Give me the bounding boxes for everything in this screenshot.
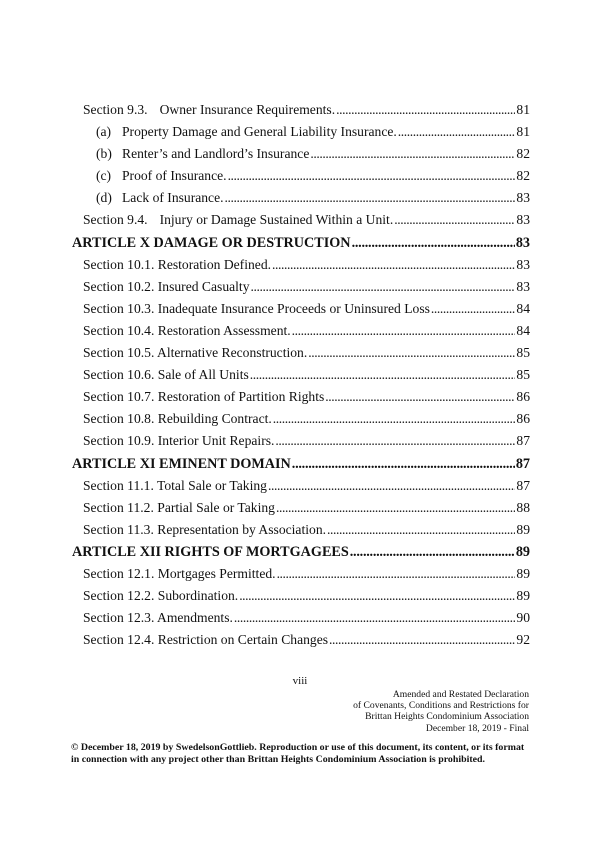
toc-entry-title: Injury or Damage Sustained Within a Unit. [159, 212, 394, 228]
toc-entry-title: Lack of Insurance. [122, 190, 224, 206]
toc-page-number: 82 [516, 168, 530, 184]
dot-leader [273, 408, 516, 430]
dot-leader [239, 585, 515, 607]
toc-page-number: 86 [516, 389, 530, 405]
toc-page-number: 89 [516, 588, 530, 604]
dot-leader [225, 187, 516, 209]
toc-page-number: 83 [516, 256, 530, 272]
dot-leader [329, 629, 515, 651]
toc-entry-title: Section 10.5. Alternative Reconstruction. [83, 345, 308, 361]
toc-subsection-entry[interactable] [72, 187, 530, 209]
toc-section-entry[interactable] [72, 607, 530, 629]
toc-entry-title: ARTICLE X DAMAGE OR DESTRUCTION [72, 234, 351, 251]
toc-page-number: 86 [516, 411, 530, 427]
copyright-notice: © December 18, 2019 by SwedelsonGottlieb. Reproduction or use of this document, its content, or its format in connection with any project other than Brittan Heights Condominium Association is prohibited. [71, 742, 525, 766]
dot-leader [268, 475, 515, 497]
dot-leader [310, 143, 515, 165]
dot-leader [276, 497, 515, 519]
toc-entry-title: Section 12.1. Mortgages Permitted. [83, 565, 276, 581]
dot-leader [277, 563, 516, 585]
toc-page-number: 89 [516, 565, 530, 581]
footer-line: of Covenants, Conditions and Restrictions for [353, 700, 529, 712]
toc-entry-title: Section 12.2. Subordination. [83, 588, 239, 604]
footer-line: Amended and Restated Declaration [392, 689, 529, 700]
toc-page-number: 83 [516, 212, 530, 228]
dot-leader [292, 453, 515, 475]
toc-section-entry[interactable] [72, 298, 530, 320]
toc-entry-letter: (d) [96, 190, 112, 206]
toc-section-entry[interactable] [72, 563, 530, 585]
dot-leader [250, 364, 516, 386]
toc-page-number: 84 [516, 322, 530, 338]
dot-leader [352, 232, 515, 254]
toc-entry-title: Section 10.7. Restoration of Partition Rights [83, 389, 325, 405]
toc-section-entry[interactable] [72, 475, 530, 497]
dot-leader [350, 541, 515, 563]
toc-page-number: 89 [516, 521, 530, 537]
dot-leader [308, 342, 515, 364]
toc-page-number: 90 [516, 610, 530, 626]
toc-entry-title: Owner Insurance Requirements. [159, 102, 336, 117]
toc-page-number: 87 [515, 455, 530, 472]
dot-leader [398, 121, 516, 143]
dot-leader [234, 607, 516, 629]
dot-leader [325, 386, 515, 408]
toc-entry-title: Section 11.2. Partial Sale or Taking [83, 499, 275, 515]
toc-entry-title: Section 10.1. Restoration Defined. [83, 256, 272, 272]
toc-entry-title: Section 10.8. Rebuilding Contract. [83, 411, 272, 427]
toc-entry-title: Section 12.3. Amendments. [83, 610, 233, 626]
toc-page-number: 89 [515, 543, 530, 560]
toc-entry-title: Renter’s and Landlord’s Insurance [122, 146, 310, 162]
toc-page-number: 82 [516, 146, 530, 162]
toc-section-entry[interactable] [72, 408, 530, 430]
toc-entry-title: Section 10.4. Restoration Assessment. [83, 322, 291, 338]
toc-section-entry[interactable] [72, 320, 530, 342]
toc-entry-title: ARTICLE XII RIGHTS OF MORTGAGEES [72, 543, 349, 560]
toc-entry-title: Section 11.1. Total Sale or Taking [83, 477, 267, 493]
dot-leader [272, 254, 515, 276]
dot-leader [327, 519, 515, 541]
dot-leader [336, 99, 515, 121]
toc-entry-title: ARTICLE XI EMINENT DOMAIN [72, 455, 291, 472]
toc-entry-title: Section 10.6. Sale of All Units [83, 367, 249, 383]
toc-entry-letter: (c) [96, 168, 112, 184]
dot-leader [251, 276, 516, 298]
toc-page-number: 92 [516, 632, 530, 648]
toc-subsection-entry[interactable] [72, 143, 530, 165]
page-number: viii [292, 675, 308, 687]
dot-leader [228, 165, 516, 187]
toc-entry-title: Section 12.4. Restriction on Certain Changes [83, 632, 329, 648]
toc-entry-title: Section 10.9. Interior Unit Repairs. [83, 433, 275, 449]
toc-page-number: 81 [516, 124, 530, 140]
toc-section-entry[interactable] [72, 342, 530, 364]
toc-entry-letter: (b) [96, 146, 112, 162]
toc-section-entry[interactable] [72, 99, 530, 121]
toc-section-entry[interactable] [72, 497, 530, 519]
toc-page-number: 87 [516, 477, 530, 493]
toc-page-number: 84 [516, 300, 530, 316]
toc-section-entry[interactable] [72, 629, 530, 651]
toc-section-entry[interactable] [72, 276, 530, 298]
document-footer [353, 689, 529, 734]
toc-page-number: 88 [516, 499, 530, 515]
toc-page-number: 85 [516, 367, 530, 383]
table-of-contents [72, 99, 530, 651]
dot-leader [275, 430, 515, 452]
toc-article-heading[interactable] [72, 453, 530, 475]
toc-entry-letter: (a) [96, 124, 112, 140]
toc-section-entry[interactable] [72, 386, 530, 408]
dot-leader [292, 320, 516, 342]
toc-article-heading[interactable] [72, 232, 530, 254]
toc-page-number: 83 [515, 234, 530, 251]
toc-subsection-entry[interactable] [72, 121, 530, 143]
toc-page-number: 85 [516, 345, 530, 361]
toc-page-number: 83 [516, 278, 530, 294]
toc-section-entry[interactable] [72, 209, 530, 231]
toc-section-entry[interactable] [72, 585, 530, 607]
toc-entry-title: Property Damage and General Liability Insurance. [122, 124, 397, 140]
toc-section-entry[interactable] [72, 254, 530, 276]
toc-entry-number: Section 9.4. [83, 212, 148, 228]
toc-section-entry[interactable] [72, 519, 530, 541]
toc-entry-title: Section 11.3. Representation by Association. [83, 521, 327, 537]
toc-page-number: 83 [516, 190, 530, 206]
footer-line: December 18, 2019 - Final [425, 722, 529, 734]
dot-leader [394, 209, 515, 231]
toc-section-entry[interactable] [72, 430, 530, 452]
toc-subsection-entry[interactable] [72, 165, 530, 187]
toc-article-heading[interactable] [72, 541, 530, 563]
toc-page-number: 81 [516, 102, 530, 117]
toc-page-number: 87 [516, 433, 530, 449]
toc-section-entry[interactable] [72, 364, 530, 386]
toc-entry-title: Section 10.3. Inadequate Insurance Proceeds or Uninsured Loss [83, 300, 430, 316]
toc-entry-title: Section 10.2. Insured Casualty [83, 278, 250, 294]
dot-leader [431, 298, 515, 320]
toc-entry-number: Section 9.3. [83, 102, 148, 117]
toc-entry-title: Proof of Insurance. [122, 168, 227, 184]
footer-line: Brittan Heights Condominium Association [365, 711, 529, 723]
